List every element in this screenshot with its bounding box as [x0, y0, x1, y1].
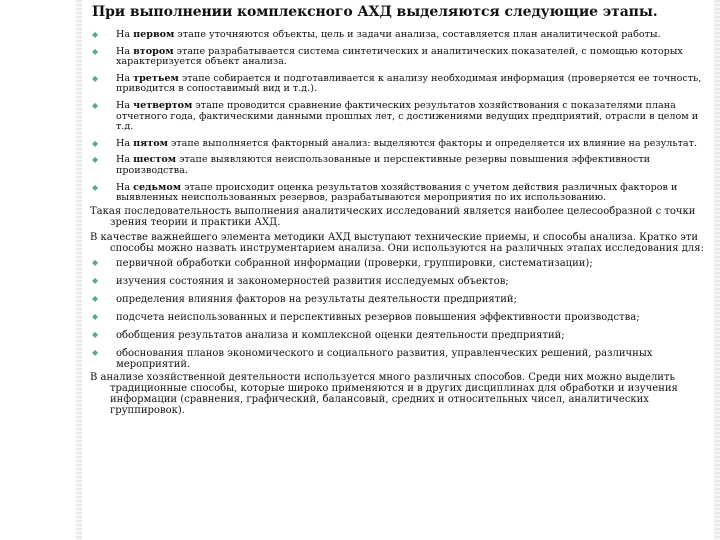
diamond-bullet-icon: ◆ — [92, 30, 99, 39]
paragraph-conclusion: В анализе хозяйственной деятельности используется много различных способов. Среди них можно выделить традиционные способы, которые широко применяются и в других дисциплинах для обработки и изучения информации (сравнения, графический, балансовый, средних и относительных чисел, аналитических группировок). — [90, 371, 678, 416]
paragraph-sequence: Такая последовательность выполнения аналитических исследований является наиболее целесообразной с точки зрения теории и практики АХД. — [90, 205, 696, 228]
diamond-bullet-icon: ◆ — [92, 182, 99, 192]
list-item: ◆ первичной обработки собранной информации (проверки, группировки, систематизации); — [92, 257, 593, 269]
list-item: ◆ На втором этапе разрабатывается система синтетических и аналитических показателей, с помощью которых характеризуется объект анализа. — [92, 45, 683, 68]
list-item: ◆ На первом этапе уточняются объекты, цель и задачи анализа, составляется план аналитической работы. — [92, 29, 661, 40]
diamond-bullet-icon: ◆ — [92, 329, 99, 339]
list-item: ◆ обобщения результатов анализа и комплексной оценки деятельности предприятий; — [92, 329, 565, 341]
diamond-bullet-icon: ◆ — [92, 100, 99, 110]
diamond-bullet-icon: ◆ — [92, 275, 99, 285]
diamond-bullet-icon: ◆ — [92, 138, 99, 148]
right-decorative-border — [714, 0, 720, 540]
left-decorative-border — [76, 0, 82, 540]
diamond-bullet-icon: ◆ — [92, 73, 99, 83]
diamond-bullet-icon: ◆ — [92, 311, 99, 321]
list-item: ◆ На четвертом этапе проводится сравнение фактических результатов хозяйствования с показателями плана отчетного года, фактическими данными прошлых лет, с достижениями ведущих предприятий, отрасли в целом и т.д. — [92, 99, 699, 133]
diamond-bullet-icon: ◆ — [92, 155, 99, 165]
methods-list — [90, 258, 706, 370]
list-item: ◆ определения влияния факторов на результаты деятельности предприятий; — [92, 293, 517, 305]
list-item: ◆ На пятом этапе выполняется факторный анализ: выделяются факторы и определяется их влияние на результат. — [92, 137, 698, 149]
stages-list — [90, 30, 706, 204]
diamond-bullet-icon: ◆ — [92, 46, 99, 56]
list-item: ◆ обоснования планов экономического и социального развития, управленческих решений, различных мероприятий. — [92, 347, 653, 370]
slide-title: При выполнении комплексного АХД выделяются следующие этапы. — [92, 4, 658, 20]
list-item: ◆ На седьмом этапе происходит оценка результатов хозяйствования с учетом действия различных факторов и выявленных неиспользованных резервов, разрабатываются мероприятия по их использованию. — [92, 181, 678, 204]
diamond-bullet-icon: ◆ — [92, 293, 99, 303]
list-item: ◆ На третьем этапе собирается и подготавливается к анализу необходимая информация (проверяется ее точность, приводится в сопоставимый вид и т.д.). — [92, 72, 702, 95]
paragraph-methods-intro: В качестве важнейшего элемента методики АХД выступают технические приемы, и способы анализа. Кратко эти способы можно назвать инструментарием анализа. Они используются на различных этапах исследования для: — [90, 231, 704, 254]
list-item: ◆ На шестом этапе выявляются неиспользованные и перспективные резервы повышения эффективности производства. — [92, 154, 651, 176]
diamond-bullet-icon: ◆ — [92, 347, 99, 357]
diamond-bullet-icon: ◆ — [92, 257, 99, 267]
slide-content — [90, 4, 706, 420]
list-item: ◆ подсчета неиспользованных и перспективных резервов повышения эффективности производства; — [92, 311, 640, 323]
list-item: ◆ изучения состояния и закономерностей развития исследуемых объектов; — [92, 275, 509, 287]
